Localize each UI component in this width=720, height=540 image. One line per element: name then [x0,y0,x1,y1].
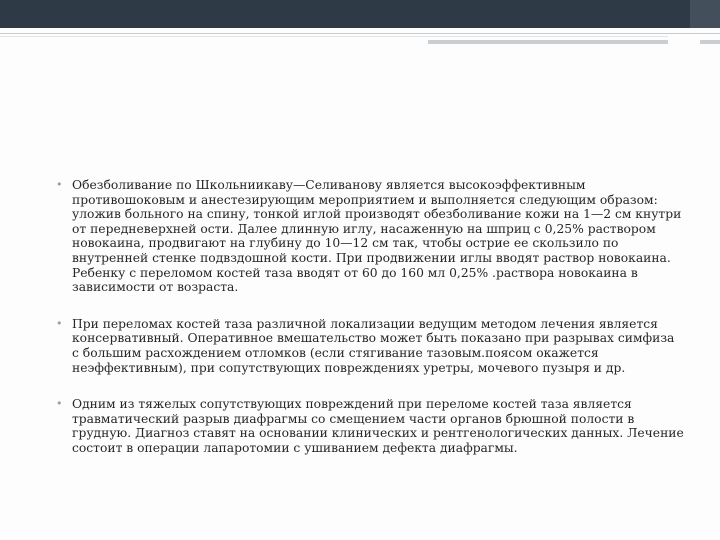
header-decor-strip [428,40,668,44]
bullet-item-treatment [54,317,684,375]
bullet-item-diaphragm [54,397,684,455]
slide-content [54,178,684,478]
bullet-list [54,178,684,456]
bullet-marker: • [56,178,63,191]
header-decor-strip-right [700,40,720,44]
bullet-text: При переломах костей таза различной локализации ведущим методом лечения является консервативный. Оперативное вмешательство может быть показано при разрывах симфиза с большим расхождением отломков (если стягивание тазовым.поясом окажется неэффективным), при сопутствующих повреждениях уретры, мочевого пузыря и др. [72,316,675,375]
bullet-text: Одним из тяжелых сопутствующих повреждений при переломе костей таза является травматический разрыв диафрагмы со смещением части органов брюшной полости в грудную. Диагноз ставят на основании клинических и рентгенологических данных. Лечение состоит в операции лапаротомии с ушиванием дефекта диафрагмы. [72,397,684,455]
header-divider-secondary [0,36,668,37]
header-bar [0,0,720,28]
bullet-text: Обезболивание по Школьниикаву—Селиванову является высокоэффективным противошоковым и анестезирующим мероприятием и выполняется следующим образом: уложив больного на спину, тонкой иглой производят обезболивание кожи на 1—2 см кнутри от передневерхней ости. Далее длинную иглу, насаженную на шприц с 0,25% раствором новокаина, продвигают на глубину до 10—12 см так, чтобы острие ее скользило по внутренней стенке подвздошной кости. При продвижении иглы вводят раствор новокаина. Ребенку с переломом костей таза вводят от 60 до 160 мл 0,25% .раствора новокаина в зависимости от возраста. [72,178,682,295]
bullet-item-anesthesia [54,178,684,295]
header-bar-accent [690,0,720,28]
bullet-marker: • [56,316,63,330]
header-divider [0,33,720,34]
bullet-marker: • [56,397,63,411]
